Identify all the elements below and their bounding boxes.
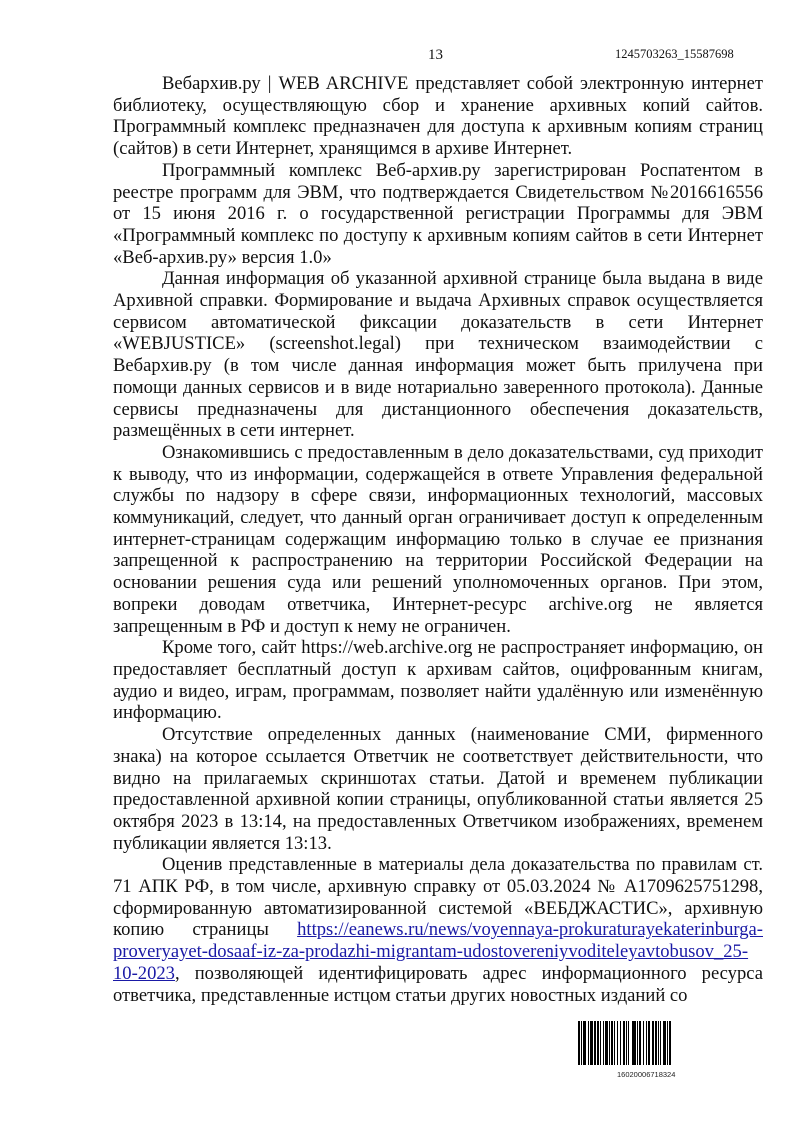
- barcode-bars: [578, 1021, 728, 1065]
- paragraph-registration: Программный комплекс Веб-архив.ру зарегистрирован Роспатентом в реестре программ для ЭВМ, что подтверждается Свидетельством №2016616556 от 15 июня 2016 г. о государственной регистрации Программы для ЭВМ «Программный комплекс по доступу к архивным копиям сайтов в сети Интернет «Веб-архив.ру» версия 1.0»: [113, 159, 763, 268]
- paragraph-evidence-evaluation: [113, 854, 763, 1006]
- paragraph-web-archive-org: Кроме того, сайт https://web.archive.org не распространяет информацию, он предоставляет бесплатный доступ к архивам сайтов, оцифрованным книгам, аудио и видео, играм, программам, позволяет найти удалённую или изменённую информацию.: [113, 637, 763, 724]
- document-id: 1245703263_15587698: [615, 47, 734, 61]
- document-body: [113, 73, 763, 1006]
- paragraph-text-after-link: , позволяющей идентифицировать адрес информационного ресурса ответчика, представленные истцом статьи других новостных изданий со: [113, 962, 763, 1006]
- paragraph-publication-time: Отсутствие определенных данных (наименование СМИ, фирменного знака) на которое ссылается Ответчик не соответствует действительности, что видно на прилагаемых скриншотах статьи. Датой и временем публикации предоставленной архивной копии страницы, опубликованной статьи является 25 октября 2023 в 13:14, на предоставленных Ответчиком изображениях, временем публикации является 13:13.: [113, 724, 763, 854]
- page-number: 13: [428, 47, 443, 63]
- barcode-number: 16020006718324: [617, 1070, 676, 1079]
- paragraph-court-conclusion: Ознакомившись с предоставленным в дело доказательствами, суд приходит к выводу, что из информации, содержащейся в ответе Управления федеральной службы по надзору в сфере связи, информационных технологий, массовых коммуникаций, следует, что данный орган ограничивает доступ к определенным интернет-страницам содержащим информацию только в случае ее признания запрещенной к распространению на территории Российской Федерации на основании решения суда или решений уполномоченных органов. При этом, вопреки доводам ответчика, Интернет-ресурс archive.org не является запрещенным в РФ и доступ к нему не ограничен.: [113, 441, 763, 637]
- paragraph-webarchive-description: Вебархив.ру | WEB ARCHIVE представляет собой электронную интернет библиотеку, осуществляющую сбор и хранение архивных копий сайтов. Программный комплекс предназначен для доступа к архивным копиям страниц (сайтов) в сети Интернет, хранящимся в архиве Интернет.: [113, 73, 763, 160]
- paragraph-text-before-link: Оценив представленные в материалы дела доказательства по правилам ст. 71 АПК РФ, в том числе, архивную справку от 05.03.2024 № А1709625751298, сформированную автоматизированной системой «ВЕБДЖАСТИС», архивную копию страницы: [113, 854, 763, 941]
- eanews-article-link[interactable]: https://eanews.ru/news/voyennaya-prokuraturayekaterinburga-proveryayet-dosaaf-iz-za-prodazhi-migrantam-udostovereniyvoditeleyavtobusov_25-10-2023: [113, 919, 763, 984]
- barcode: [578, 1021, 728, 1079]
- paragraph-archive-certificate: Данная информация об указанной архивной странице была выдана в виде Архивной справки. Формирование и выдача Архивных справок осуществляется сервисом автоматической фиксации доказательств в сети Интернет «WEBJUSTICE» (screenshot.legal) при техническом взаимодействии с Вебархив.ру (в том числе данная информация может быть прилучена при помощи данных сервисов и в виде нотариально заверенного протокола). Данные сервисы предназначены для дистанционного обеспечения доказательств, размещённых в сети интернет.: [113, 268, 763, 442]
- barcode-bar: [669, 1021, 671, 1065]
